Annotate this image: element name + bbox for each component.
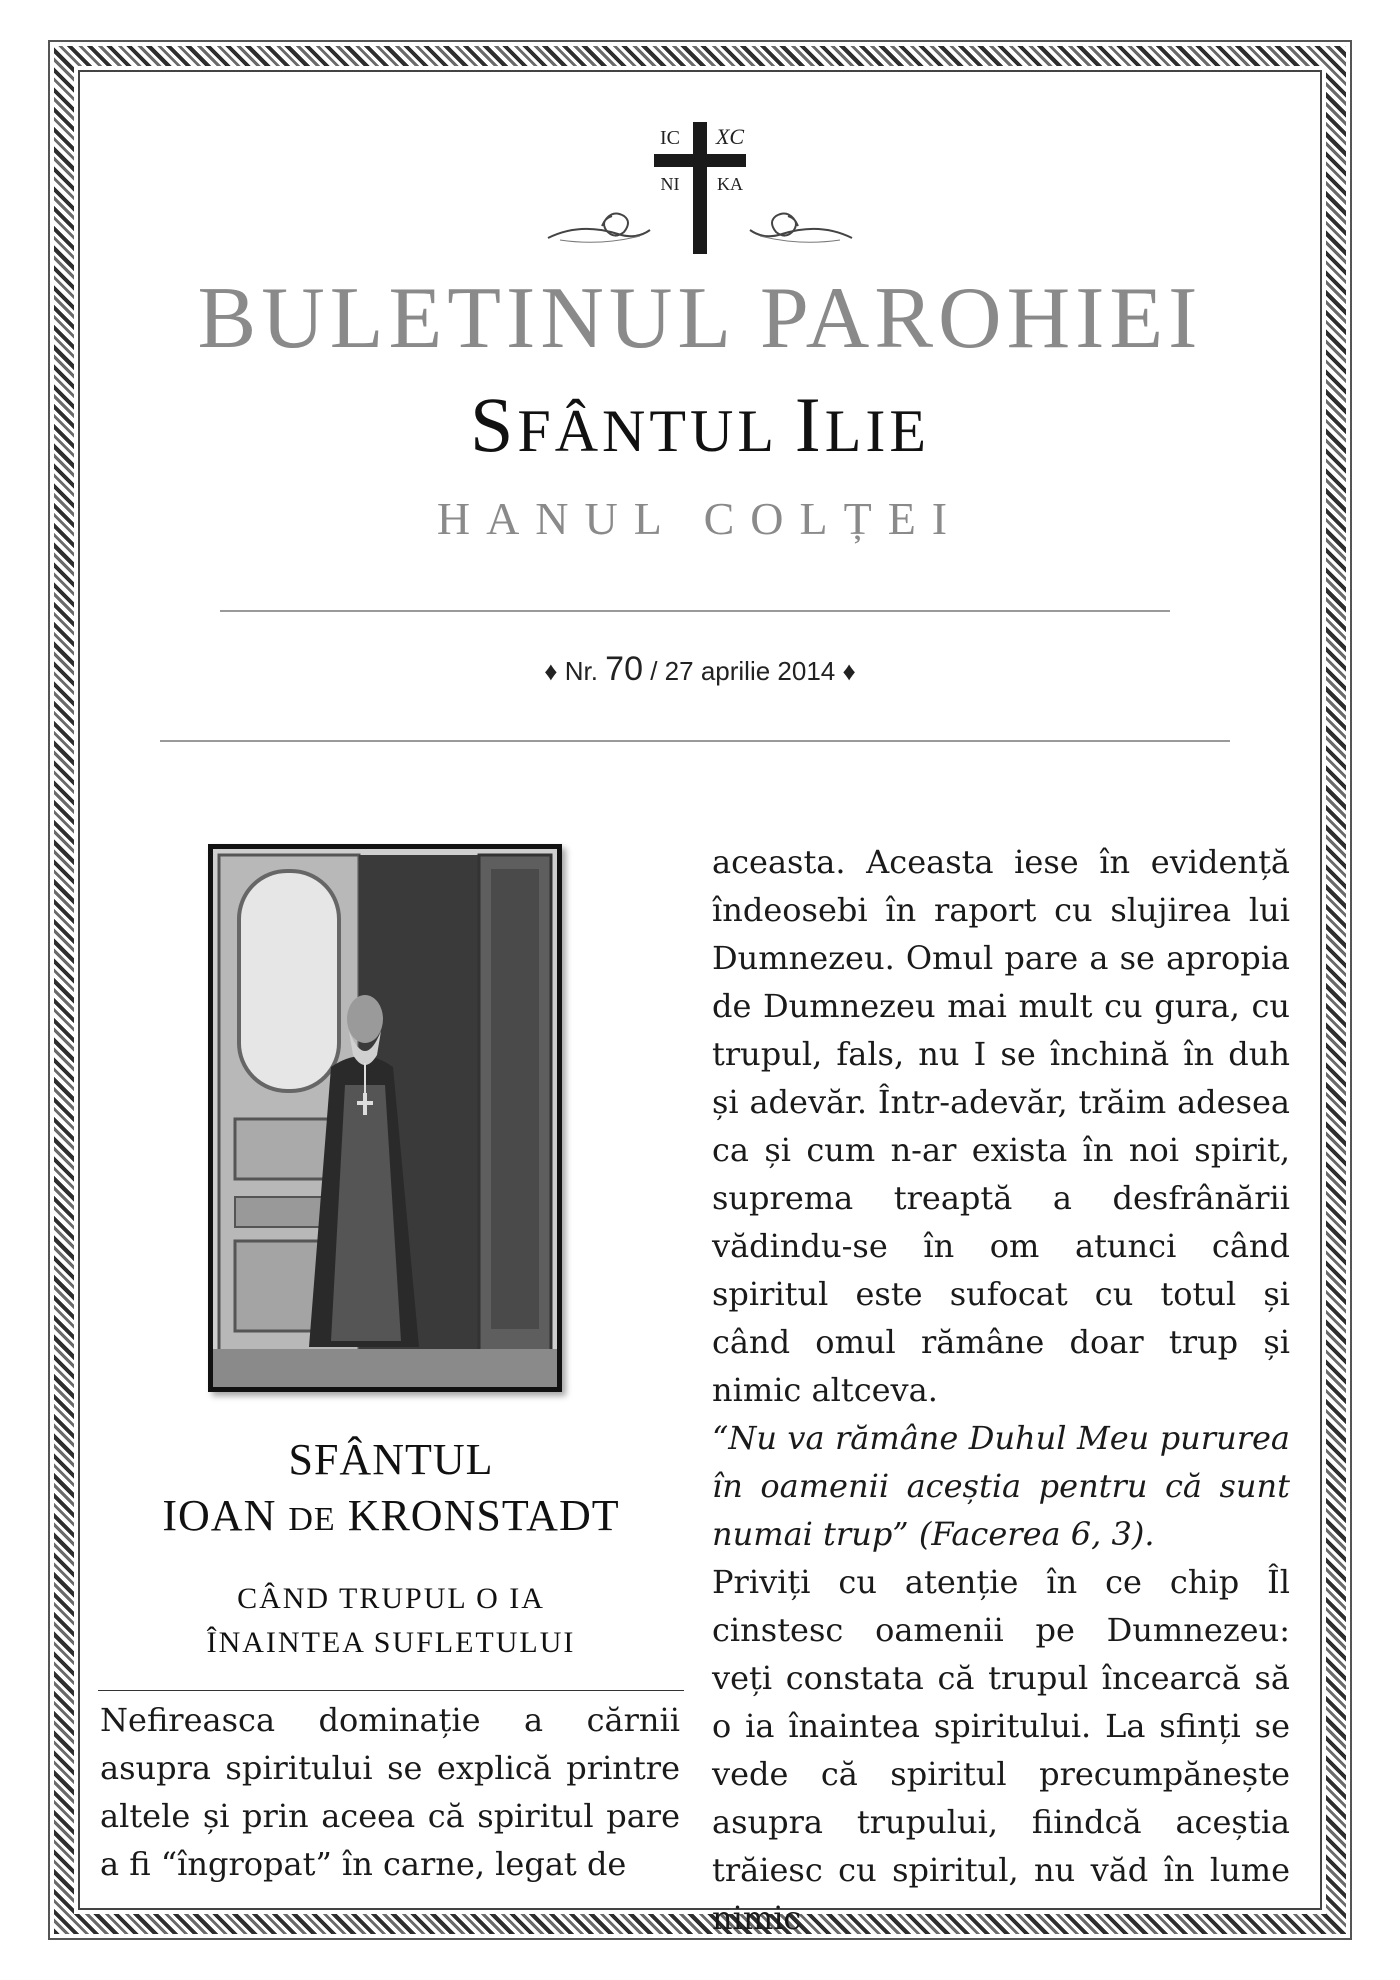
saint-name-first: IOAN (162, 1491, 289, 1540)
parish-name-initial: S (469, 381, 518, 468)
cross-label-ic: IC (660, 127, 680, 149)
article-subtitle-line1: CÂND TRUPUL O IA (237, 1582, 545, 1615)
parish-location: HANUL COLȚEI (436, 493, 964, 544)
divider-top (220, 610, 1170, 612)
saint-name-last: KRONSTADT (335, 1491, 620, 1540)
divider-bottom (160, 740, 1230, 742)
issue-line (0, 650, 1400, 689)
cross-label-xc: XC (715, 124, 745, 149)
article-paragraph-1: aceasta. Aceasta iese în evidență îndeosebi în raport cu slujirea lui Dumnezeu. Omul pare a se apropia de Dumnezeu mai mult cu gura, cu trupul, fals, nu I se închină în duh și adevăr. Într-adevăr, trăim adesea ca și cum n-ar exista în noi spirit, suprema treaptă a desfrânării vădindu-se în om atunci când spiritul este sufocat cu totul și când omul rămâne doar trup și nimic altceva. (712, 843, 1290, 1409)
article-subtitle-line2: ÎNAINTEA SUFLETULUI (206, 1626, 576, 1659)
parish-name-part: FÂNTUL (517, 398, 795, 464)
saint-name-line2 (98, 1490, 684, 1541)
article-paragraph-3: Priviți cu atenție în ce chip Îl cinstesc oamenii pe Dumnezeu: veți constata că trupul încearcă să o ia înaintea spiritului. La sfinți se vede că spiritul precumpănește asupra trupului, fiindcă aceștia trăiesc cu spiritul, nu văd în lume nimic (712, 1563, 1290, 1937)
issue-date: / 27 aprilie 2014 ♦ (643, 656, 856, 686)
cross-logo-icon (540, 110, 860, 260)
parish-name (0, 380, 1400, 470)
issue-number: 70 (605, 650, 643, 688)
saint-name-line1: SFÂNTUL (288, 1435, 494, 1484)
saint-name-de: DE (288, 1501, 336, 1538)
subtitle-divider (98, 1690, 684, 1691)
cross-label-ka: KA (717, 174, 743, 194)
cross-label-ni: NI (660, 174, 680, 194)
parish-name-initial-i: I (794, 381, 825, 468)
bulletin-title: BULETINUL PAROHIEI (197, 270, 1203, 367)
article-scripture-quote: “Nu va rămâne Duhul Meu pururea în oamenii aceștia pentru că sunt numai trup” (Facerea 6, 3). (712, 1419, 1290, 1553)
article-left-column: Nefireasca dominație a cărnii asupra spiritului se explică printre altele și prin aceea că spiritul pare a fi “îngropat” în carne, legat de (100, 1701, 680, 1883)
saint-photo (208, 844, 562, 1392)
issue-prefix: ♦ Nr. (544, 656, 606, 686)
article-right-column (712, 838, 1290, 1942)
parish-name-end: LIE (824, 398, 931, 464)
